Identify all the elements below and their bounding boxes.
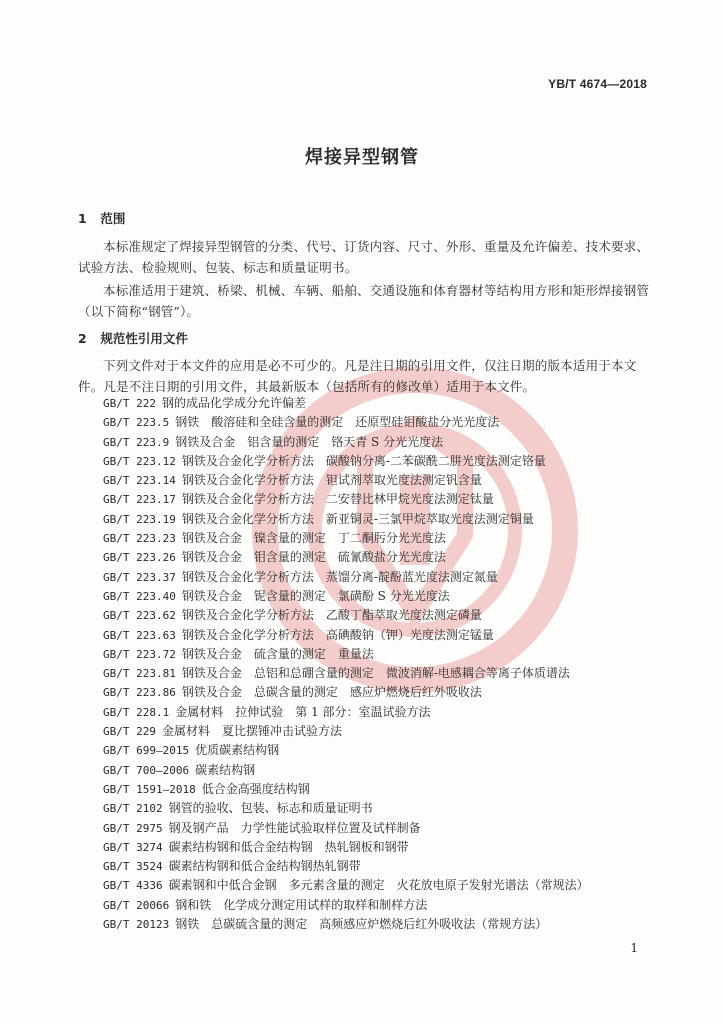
reference-item — [103, 645, 663, 664]
reference-code: GB/T 223.17 — [103, 493, 176, 507]
reference-title: 钢铁及合金 硫含量的测定 重量法 — [181, 646, 374, 661]
reference-code: GB/T 223.37 — [103, 570, 176, 584]
reference-code: GB/T 223.63 — [103, 628, 176, 642]
reference-title: 碳素结构钢和低合金结构钢热轧钢带 — [168, 859, 361, 874]
reference-item — [103, 761, 663, 780]
reference-item — [103, 722, 663, 741]
reference-title: 金属材料 拉伸试验 第 1 部分：室温试验方法 — [175, 704, 431, 719]
reference-title: 钢铁及合金 铝含量的测定 铬天青 S 分光光度法 — [175, 434, 444, 449]
reference-title: 钢铁及合金化学分析方法 钽试剂萃取光度法测定钒含量 — [181, 473, 482, 488]
reference-title: 钢铁 总碳硫含量的测定 高频感应炉燃烧后红外吸收法（常规方法） — [175, 917, 548, 932]
reference-item — [103, 683, 663, 702]
reference-code: GB/T 223.19 — [103, 512, 176, 526]
reference-item — [103, 838, 663, 857]
reference-item — [103, 915, 663, 934]
reference-title: 钢铁 酸溶硅和全硅含量的测定 还原型硅钼酸盐分光光度法 — [175, 415, 500, 430]
reference-title: 钢和铁 化学成分测定用试样的取样和制样方法 — [175, 897, 428, 912]
section-title: 范围 — [100, 211, 126, 226]
reference-code: GB/T 223.81 — [103, 667, 176, 681]
reference-title: 碳素结构钢和低合金结构钢 热轧钢板和钢带 — [168, 839, 409, 854]
reference-item — [103, 548, 663, 567]
reference-item — [103, 452, 663, 471]
reference-title: 钢及钢产品 力学性能试验取样位置及试样制备 — [168, 820, 421, 835]
scope-paragraph-2: 本标准适用于建筑、桥梁、机械、车辆、船舶、交通设施和体育器材等结构用方形和矩形焊接钢管（以下简称“钢管”）。 — [78, 283, 650, 319]
reference-title: 碳素结构钢 — [195, 762, 256, 777]
reference-title: 钢铁及合金化学分析方法 新亚铜灵-三氯甲烷萃取光度法测定铜量 — [181, 511, 534, 526]
reference-code: GB/T 223.40 — [103, 589, 176, 603]
reference-title: 钢铁及合金化学分析方法 乙酸丁酯萃取光度法测定磷量 — [181, 608, 482, 623]
reference-code: GB/T 223.72 — [103, 647, 176, 661]
reference-code: GB/T 20066 — [103, 898, 170, 912]
reference-item — [103, 703, 663, 722]
document-title: 焊接异型钢管 — [305, 147, 419, 168]
section-number: 2 — [78, 331, 87, 346]
reference-code: GB/T 222 — [103, 397, 156, 410]
reference-code: GB/T 1591—2018 — [103, 782, 196, 796]
reference-item — [103, 587, 663, 606]
reference-code: GB/T 700—2006 — [103, 763, 190, 777]
reference-title: 钢铁及合金 镍含量的测定 丁二酮肟分光光度法 — [181, 531, 446, 546]
reference-list — [103, 394, 663, 934]
reference-title: 钢铁及合金化学分析方法 碳酸钠分离-二苯碳酰二肼光度法测定铬量 — [181, 453, 546, 468]
reference-code: GB/T 3274 — [103, 840, 163, 854]
reference-code: GB/T 2102 — [103, 802, 163, 816]
reference-title: 金属材料 夏比摆锤冲击试验方法 — [161, 724, 342, 739]
reference-item — [103, 606, 663, 625]
reference-item — [103, 394, 663, 413]
reference-title: 钢铁及合金 总碳含量的测定 感应炉燃烧后红外吸收法 — [181, 685, 482, 700]
reference-title: 钢铁及合金化学分析方法 二安替比林甲烷光度法测定钛量 — [181, 492, 494, 507]
reference-title: 钢铁及合金化学分析方法 蒸馏分离-靛酚蓝光度法测定氮量 — [181, 569, 498, 584]
reference-item — [103, 568, 663, 587]
reference-title: 钢管的验收、包装、标志和质量证明书 — [168, 801, 373, 816]
reference-code: GB/T 223.14 — [103, 474, 176, 488]
reference-code: GB/T 223.9 — [103, 435, 170, 449]
reference-item — [103, 510, 663, 529]
reference-title: 钢铁及合金 钼含量的测定 硫氰酸盐分光光度法 — [181, 550, 446, 565]
standard-code: YB/T 4674—2018 — [548, 77, 647, 91]
section-title: 规范性引用文件 — [100, 331, 188, 346]
reference-code: GB/T 223.5 — [103, 416, 170, 430]
reference-code: GB/T 20123 — [103, 918, 170, 932]
reference-code: GB/T 223.86 — [103, 686, 176, 700]
reference-code: GB/T 223.12 — [103, 454, 176, 468]
reference-title: 钢铁及合金 总铝和总硼含量的测定 微波消解-电感耦合等离子体质谱法 — [181, 666, 570, 681]
reference-item — [103, 490, 663, 509]
section-heading-normative-references — [78, 329, 188, 347]
reference-item — [103, 626, 663, 645]
reference-item — [103, 529, 663, 548]
reference-item — [103, 857, 663, 876]
reference-item — [103, 471, 663, 490]
reference-item — [103, 780, 663, 799]
references-intro-paragraph: 下列文件对于本文件的应用是必不可少的。凡是注日期的引用文件，仅注日期的版本适用于本文件。凡是不注日期的引用文件，其最新版本（包括所有的修改单）适用于本文件。 — [78, 358, 637, 394]
reference-item — [103, 896, 663, 915]
section-heading-scope — [78, 209, 125, 227]
reference-item — [103, 799, 663, 818]
reference-title: 优质碳素结构钢 — [195, 743, 280, 758]
reference-code: GB/T 2975 — [103, 821, 163, 835]
scope-paragraph-1: 本标准规定了焊接异型钢管的分类、代号、订货内容、尺寸、外形、重量及允许偏差、技术要求、试验方法、检验规则、包装、标志和质量证明书。 — [78, 239, 650, 275]
reference-item — [103, 819, 663, 838]
reference-item — [103, 433, 663, 452]
reference-item — [103, 413, 663, 432]
reference-title: 钢铁及合金化学分析方法 高碘酸钠（钾）光度法测定锰量 — [181, 627, 494, 642]
section-number: 1 — [78, 211, 87, 226]
reference-code: GB/T 229 — [103, 725, 156, 739]
reference-title: 碳素钢和中低合金钢 多元素含量的测定 火花放电原子发射光谱法（常规法） — [168, 878, 589, 893]
reference-code: GB/T 3524 — [103, 860, 163, 874]
reference-code: GB/T 223.23 — [103, 532, 176, 546]
reference-code: GB/T 223.62 — [103, 609, 176, 623]
reference-title: 钢铁及合金 铌含量的测定 氯磺酚 S 分光光度法 — [181, 588, 450, 603]
reference-code: GB/T 4336 — [103, 879, 163, 893]
reference-item — [103, 876, 663, 895]
page-number: 1 — [630, 941, 638, 955]
reference-item — [103, 664, 663, 683]
reference-code: GB/T 699—2015 — [103, 744, 190, 758]
reference-title: 钢的成品化学成分允许偏差 — [161, 396, 306, 410]
reference-title: 低合金高强度结构钢 — [201, 781, 310, 796]
reference-code: GB/T 228.1 — [103, 705, 170, 719]
reference-code: GB/T 223.26 — [103, 551, 176, 565]
reference-item — [103, 741, 663, 760]
